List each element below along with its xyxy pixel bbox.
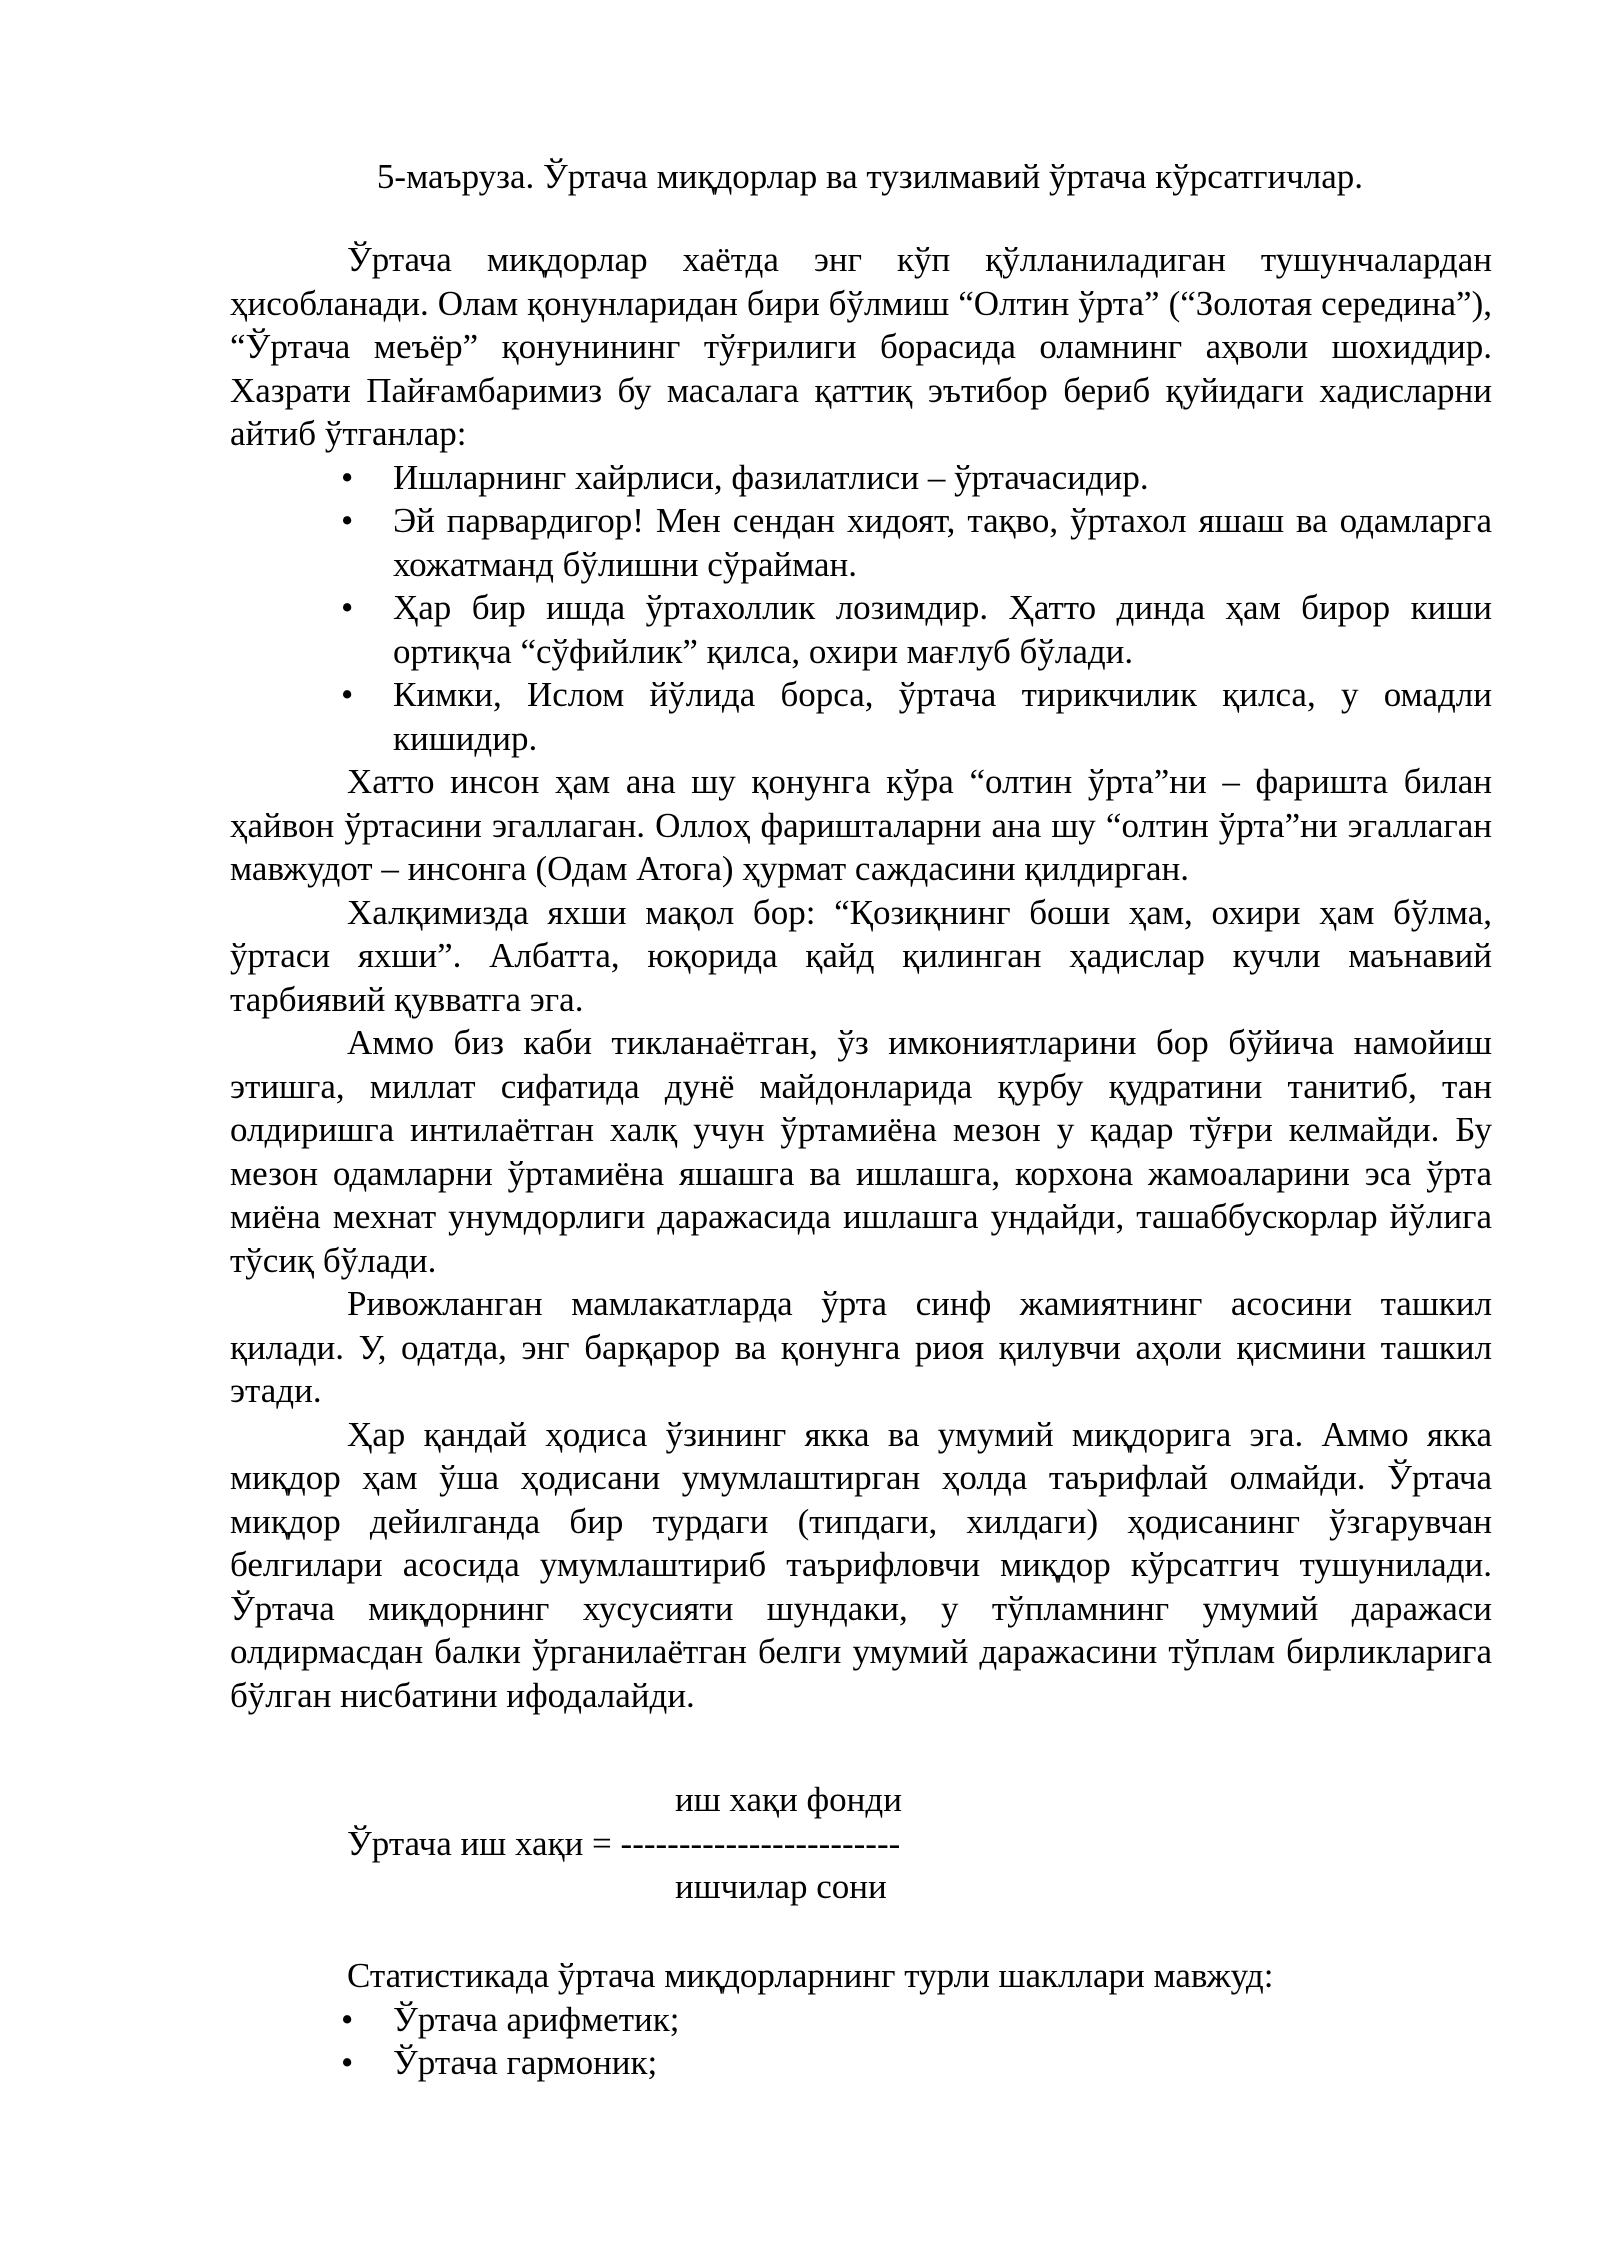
- paragraph-proverb: Халқимизда яхши мақол бор: “Қозиқнинг боши ҳам, охири ҳам бўлма, ўртаси яхши”. Албатта, юқорида қайд қилинган ҳадислар кучли маънавий тарбиявий қувватга эга.: [230, 892, 1492, 1019]
- forms-item: • Ўртача гармоник;: [230, 2041, 1492, 2085]
- hadith-item: • Кимки, Ислом йўлида борса, ўртача тирикчилик қилса, у омадли кишидир.: [230, 673, 1492, 760]
- forms-intro: Статистикада ўртача миқдорларнинг турли шакллари мавжуд:: [347, 1956, 1274, 1995]
- hadith-item: • Ишларнинг хайрлиси, фазилатлиси – ўртачасидир.: [230, 456, 1492, 500]
- paragraph-middle-class: Ривожланган мамлакатларда ўрта синф жамиятнинг асосини ташкил қилади. У, одатда, энг барқарор ва қонунга риоя қилувчи аҳоли қисмини ташкил этади.: [230, 1284, 1492, 1410]
- formula-numerator: иш хақи фонди: [675, 1780, 902, 1819]
- paragraph-intro: Ўртача миқдорлар хаётда энг кўп қўлланиладиган тушунчалардан ҳисобланади. Олам қонунларидан бири бўлмиш “Олтин ўрта” (“Золотая середина”), “Ўртача меъёр” қонунининг тўғрилиги борасида оламнинг аҳволи шохиддир. Хазрати Пайғамбаримиз бу масалага қаттиқ эътибор бериб қуйидаги хадисларни айтиб ўтганлар:: [230, 240, 1492, 453]
- forms-item: • Ўртача арифметик;: [230, 1998, 1492, 2042]
- hadith-list: [230, 456, 1492, 761]
- forms-list: [230, 1998, 1492, 2085]
- paragraph-golden-middle: Хатто инсон ҳам ана шу қонунга кўра “олтин ўрта”ни – фаришта билан ҳайвон ўртасини эгаллаган. Оллоҳ фаришталарни ана шу “олтин ўрта”ни эгаллаган мавжудот – инсонга (Одам Атога) ҳурмат саждасини қилдирган.: [230, 762, 1492, 888]
- spacer: [230, 1717, 1492, 1778]
- paragraph-nation: Аммо биз каби тикланаётган, ўз имкониятларини бор бўйича намойиш этишга, миллат сифатида дунё майдонларида қурбу қудратини танитиб, тан олдиришга интилаётган халқ учун ўртамиёна мезон у қадар тўғри келмайди. Бу мезон одамларни ўртамиёна яшашга ва ишлашга, корхона жамоаларини эса ўрта миёна мехнат унумдорлиги даражасида ишлашга ундайди, ташаббускорлар йўлига тўсиқ бўлади.: [230, 1023, 1492, 1280]
- page-title: 5-маъруза. Ўртача миқдорлар ва тузилмавий ўртача кўрсатгичлар.: [376, 157, 1364, 196]
- hadith-item: • Эй парвардигор! Мен сендан хидоят, тақво, ўртахол яшаш ва одамларга хожатманд бўлишни сўрайман.: [230, 499, 1492, 586]
- spacer: [230, 1909, 1492, 1954]
- document-body: [230, 238, 1492, 2085]
- formula-left-side: Ўртача иш хақи = ------------------------: [347, 1824, 901, 1863]
- average-wage-formula: [230, 1778, 1492, 1909]
- formula-denominator: ишчилар сони: [675, 1867, 887, 1906]
- hadith-item: • Ҳар бир ишда ўртахоллик лозимдир. Ҳатто динда ҳам бирор киши ортиқча “сўфийлик” қилса, охири мағлуб бўлади.: [230, 586, 1492, 673]
- paragraph-definition: Ҳар қандай ҳодиса ўзининг якка ва умумий миқдорига эга. Аммо якка миқдор ҳам ўша ҳодисани умумлаштирган ҳолда таърифлай олмайди. Ўртача миқдор дейилганда бир турдаги (типдаги, хилдаги) ҳодисанинг ўзгарувчан белгилари асосида умумлаштириб таърифловчи миқдор кўрсатгич тушунилади. Ўртача миқдорнинг хусусияти шундаки, у тўпламнинг умумий даражаси олдирмасдан балки ўрганилаётган белги умумий даражасини тўплам бирликларига бўлган нисбатини ифодалайди.: [230, 1414, 1492, 1715]
